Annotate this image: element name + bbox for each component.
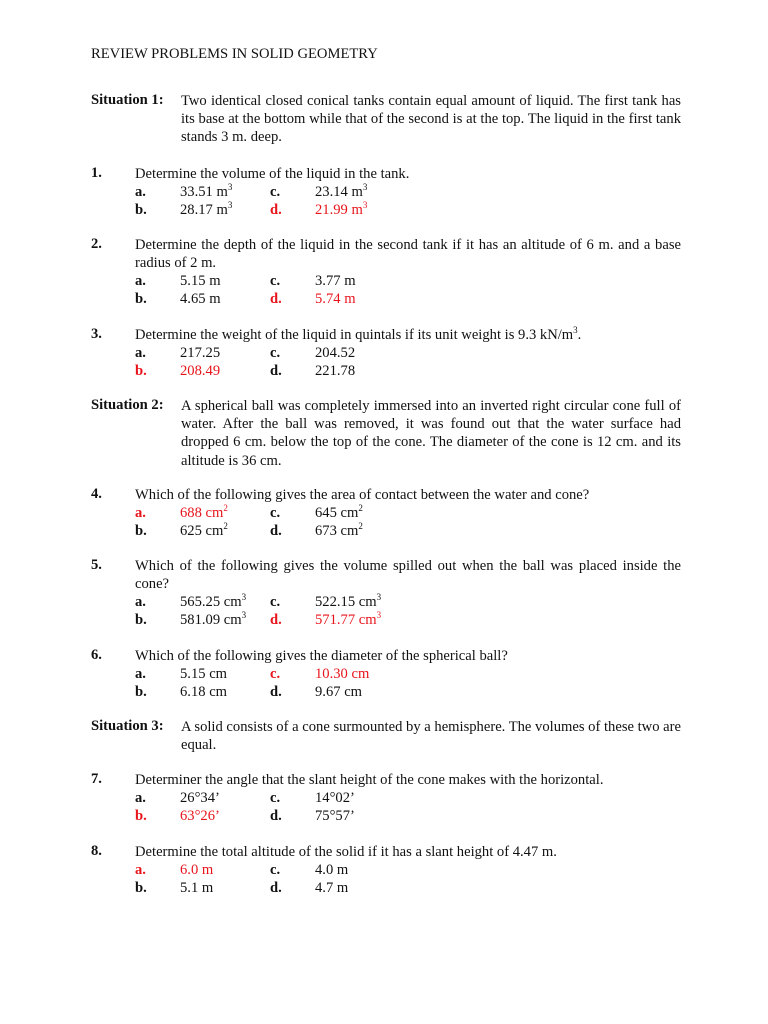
option-value-text: 5.15 m [180,273,221,290]
question-8 [91,843,681,897]
document-title: REVIEW PROBLEMS IN SOLID GEOMETRY [91,46,378,62]
option-value-text: 625 cm [180,523,224,540]
option-value [180,683,227,701]
option-value [315,593,381,611]
option-unit-exponent: 3 [241,610,247,621]
option-value-text: 33.51 m [180,184,228,201]
option-value-text: 21.99 m [315,202,363,219]
option-value [315,344,355,362]
answer-options-row [135,272,681,290]
option-letter: b. [135,612,147,629]
option-value [180,807,220,825]
option-letter: c. [270,345,281,362]
option-letter: b. [135,202,147,219]
question-text-end: . [577,327,582,343]
option-letter: a. [135,345,146,362]
answer-options [135,183,681,219]
situation-label: Situation 1: [91,92,164,108]
option-value-text: 4.65 m [180,291,221,308]
option-value-text: 522.15 cm [315,594,377,611]
option-letter: b. [135,880,147,897]
answer-options [135,593,681,629]
option-unit-exponent: 3 [376,592,382,603]
answer-options-row [135,290,681,308]
option-letter: d. [270,523,282,540]
option-value [180,504,228,522]
option-value [315,807,355,825]
option-value [315,879,348,897]
situation-text: Two identical closed conical tanks contain equal amount of liquid. The first tank has its base at the bottom while that of the second is at the top. The liquid in the first tank stands 3 m. deep. [181,93,681,146]
question-text [135,236,681,272]
answer-options-row [135,522,681,540]
option-unit-exponent: 2 [358,521,363,532]
question-text-main: Which of the following gives the volume spilled out when the ball was placed inside the cone? [135,558,681,593]
option-value [315,272,356,290]
option-letter: a. [135,505,146,522]
option-unit-exponent: 3 [241,592,247,603]
option-value [315,789,355,807]
option-letter: c. [270,790,281,807]
question-4 [91,486,681,540]
option-letter: d. [270,880,282,897]
option-value-text: 208.49 [180,363,221,380]
question-text [135,486,681,504]
option-value [180,290,221,308]
option-value-text: 4.7 m [315,880,349,897]
answer-options-row [135,807,681,825]
answer-options-row [135,504,681,522]
option-letter: d. [270,363,282,380]
question-1 [91,165,681,219]
question-number: 2. [91,236,102,252]
question-6 [91,647,681,701]
option-unit-exponent: 2 [358,503,363,514]
option-value-text: 217.25 [180,345,221,362]
option-value [315,683,362,701]
option-letter: c. [270,184,281,201]
option-value-text: 63°26’ [180,808,220,825]
option-letter: b. [135,808,147,825]
answer-options-row [135,344,681,362]
option-unit-exponent: 2 [223,521,228,532]
answer-options-row [135,789,681,807]
answer-options-row [135,861,681,879]
question-text [135,843,681,861]
answer-options-row [135,665,681,683]
option-unit-exponent: 3 [362,182,368,193]
question-7 [91,771,681,825]
option-value-text: 28.17 m [180,202,228,219]
option-value-text: 3.77 m [315,273,356,290]
option-value-text: 75°57’ [315,808,355,825]
question-text-main: Determine the depth of the liquid in the second tank if it has an altitude of 6 m. and a base radius of 2 m. [135,237,681,272]
option-value [180,344,220,362]
question-5 [91,557,681,629]
question-text-main: Which of the following gives the area of contact between the water and cone? [135,487,590,503]
option-unit-exponent: 3 [227,182,233,193]
answer-options-row [135,879,681,897]
option-value [315,504,363,522]
option-value-text: 571.77 cm [315,612,377,629]
option-letter: a. [135,184,146,201]
question-number: 7. [91,771,102,787]
answer-options [135,504,681,540]
answer-options [135,272,681,308]
option-letter: a. [135,790,146,807]
option-value [180,789,220,807]
question-number: 3. [91,326,102,342]
question-text [135,557,681,593]
question-text-main: Which of the following gives the diameter of the spherical ball? [135,648,508,664]
option-letter: c. [270,594,281,611]
option-value [180,879,213,897]
option-value [315,362,355,380]
question-number: 5. [91,557,102,573]
option-value [315,611,381,629]
option-value [315,183,367,201]
option-letter: c. [270,666,281,683]
option-value [315,861,348,879]
option-value [180,362,220,380]
situation-text: A spherical ball was completely immersed into an inverted right circular cone full of water. After the ball was removed, it was found out that the water surface had dropped 6 cm. below the top of the cone. The diameter of the cone is 12 cm. and its altitude is 36 cm. [181,398,681,469]
question-2 [91,236,681,308]
option-unit-exponent: 3 [227,200,233,211]
option-value-text: 5.74 m [315,291,356,308]
option-letter: c. [270,862,281,879]
situation-2 [91,397,681,470]
option-letter: a. [135,273,146,290]
option-unit-exponent: 3 [362,200,368,211]
option-value-text: 23.14 m [315,184,363,201]
question-text-superscript: 3 [573,325,578,335]
situation-label: Situation 3: [91,718,164,734]
option-letter: c. [270,505,281,522]
option-value [180,611,246,629]
answer-options-row [135,683,681,701]
option-value-text: 565.25 cm [180,594,242,611]
answer-options [135,789,681,825]
option-value [315,290,356,308]
option-value-text: 26°34’ [180,790,220,807]
question-text [135,647,681,665]
option-value [180,593,246,611]
answer-options-row [135,183,681,201]
option-value [180,201,232,219]
question-text-main: Determiner the angle that the slant height of the cone makes with the horizontal. [135,772,604,788]
option-value [180,665,227,683]
situation-3 [91,718,681,754]
question-number: 6. [91,647,102,663]
option-letter: a. [135,862,146,879]
option-value [180,272,221,290]
option-value-text: 688 cm [180,505,224,522]
option-letter: c. [270,273,281,290]
option-letter: d. [270,291,282,308]
option-value-text: 5.15 cm [180,666,228,683]
question-text [135,771,681,789]
option-value-text: 645 cm [315,505,359,522]
option-value [315,665,369,683]
answer-options [135,344,681,380]
option-value [180,522,228,540]
answer-options-row [135,201,681,219]
option-letter: a. [135,594,146,611]
option-value-text: 4.0 m [315,862,349,879]
question-number: 8. [91,843,102,859]
question-text [135,326,681,344]
option-value [315,522,363,540]
answer-options-row [135,593,681,611]
option-letter: d. [270,202,282,219]
option-letter: b. [135,523,147,540]
option-value-text: 673 cm [315,523,359,540]
question-text-main: Determine the volume of the liquid in the tank. [135,166,410,182]
option-value-text: 14°02’ [315,790,355,807]
option-value-text: 581.09 cm [180,612,242,629]
situation-1 [91,92,681,147]
situation-text: A solid consists of a cone surmounted by a hemisphere. The volumes of these two are equal. [181,719,681,754]
option-value-text: 10.30 cm [315,666,370,683]
question-text-main: Determine the total altitude of the solid if it has a slant height of 4.47 m. [135,844,557,860]
option-value-text: 221.78 [315,363,356,380]
question-3 [91,326,681,380]
option-letter: d. [270,612,282,629]
answer-options [135,665,681,701]
option-value-text: 6.18 cm [180,684,228,701]
option-value [315,201,367,219]
situation-label: Situation 2: [91,397,164,413]
option-value-text: 204.52 [315,345,356,362]
option-unit-exponent: 2 [223,503,228,514]
option-value [180,183,232,201]
question-text-main: Determine the weight of the liquid in quintals if its unit weight is 9.3 kN/m [135,327,574,343]
option-value-text: 5.1 m [180,880,214,897]
option-letter: d. [270,684,282,701]
question-text [135,165,681,183]
answer-options-row [135,611,681,629]
option-value-text: 6.0 m [180,862,214,879]
question-number: 1. [91,165,102,181]
option-unit-exponent: 3 [376,610,382,621]
option-letter: b. [135,363,147,380]
option-letter: b. [135,291,147,308]
option-letter: b. [135,684,147,701]
question-number: 4. [91,486,102,502]
option-letter: d. [270,808,282,825]
answer-options-row [135,362,681,380]
option-value [180,861,213,879]
option-value-text: 9.67 cm [315,684,363,701]
answer-options [135,861,681,897]
option-letter: a. [135,666,146,683]
